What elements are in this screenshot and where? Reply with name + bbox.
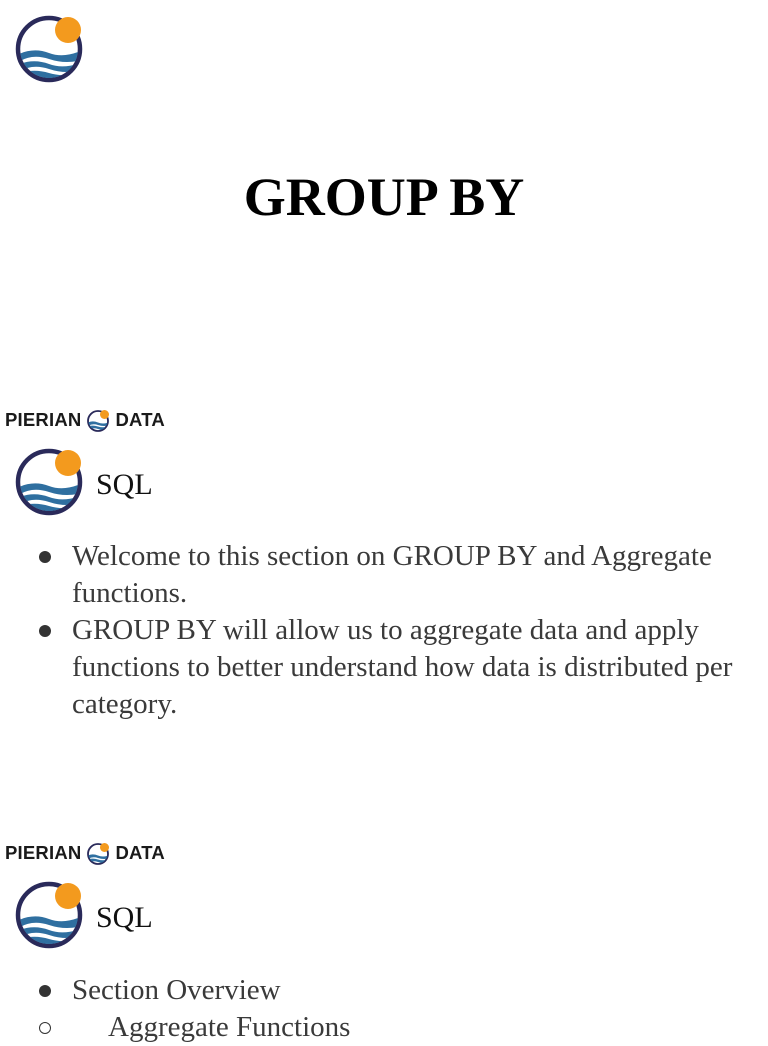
bullet-text: Section Overview (72, 974, 281, 1006)
sub-bullet-text: Aggregate Functions (108, 1011, 351, 1043)
sql-logo-icon (15, 879, 85, 949)
bullet-dot-icon (39, 625, 51, 637)
bullet-text: Welcome to this section on GROUP BY and Aggregate functions. (72, 540, 712, 609)
section-subtitle: SQL (96, 901, 153, 934)
sql-logo-icon (15, 446, 85, 516)
pierian-data-brand (5, 408, 165, 432)
bullet-dot-icon (39, 551, 51, 563)
brand-logo-icon (86, 841, 110, 865)
list-item (72, 538, 762, 612)
brand-right-text: DATA (115, 409, 165, 430)
brand-left-text: PIERIAN (5, 842, 82, 863)
pierian-logo-icon (15, 13, 85, 83)
page-title: GROUP BY (243, 167, 525, 227)
bullet-text: GROUP BY will allow us to aggregate data and apply functions to better understand how data is distributed per category. (72, 614, 733, 720)
brand-left-text: PIERIAN (5, 409, 82, 430)
list-item (72, 1009, 762, 1046)
list-item (72, 612, 762, 723)
bullet-list (72, 538, 762, 723)
bullet-dot-icon (39, 985, 51, 997)
section-subtitle: SQL (96, 468, 153, 501)
brand-logo-icon (86, 408, 110, 432)
bullet-list (72, 972, 762, 1046)
pierian-data-brand (5, 841, 165, 865)
list-item (72, 972, 762, 1009)
brand-right-text: DATA (115, 842, 165, 863)
